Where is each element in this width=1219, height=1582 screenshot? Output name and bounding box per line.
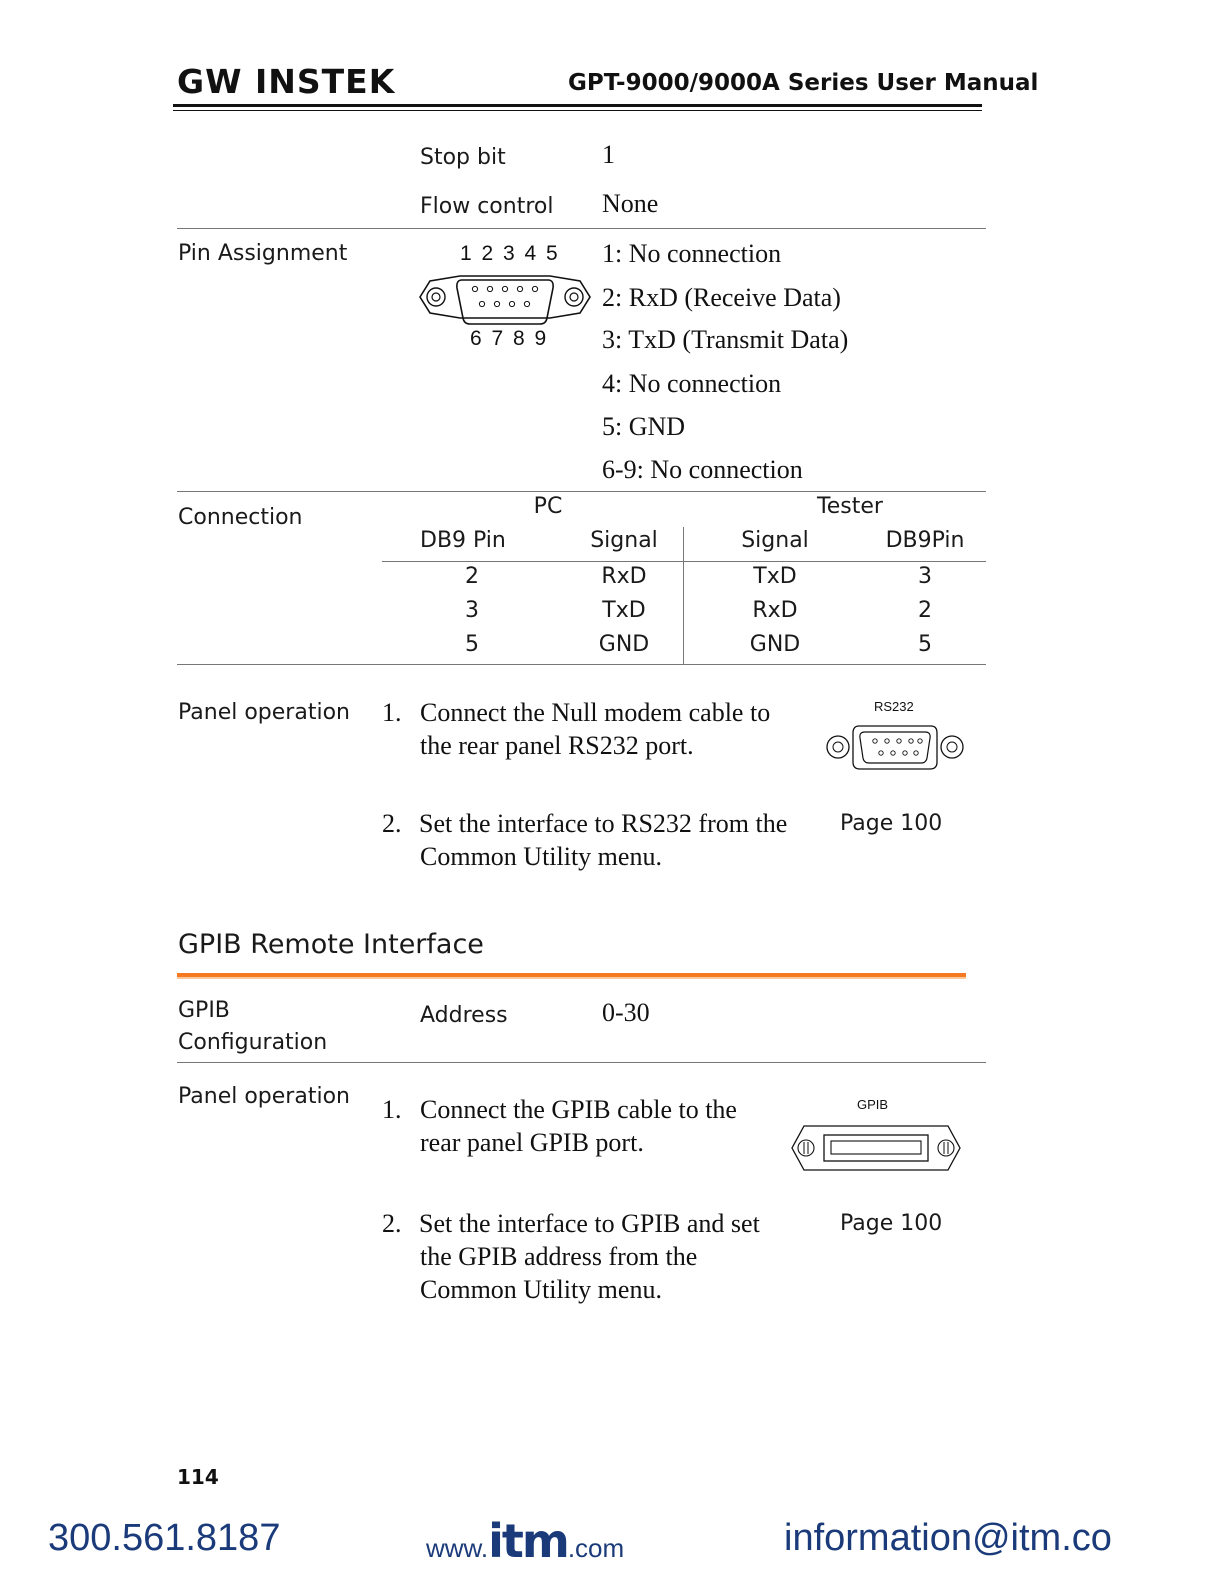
manual-title: GPT-9000/9000A Series User Manual	[568, 70, 1039, 96]
pin-item: 3: TxD (Transmit Data)	[602, 325, 849, 354]
db9-bottom-pin-numbers: 6 7 8 9	[470, 327, 549, 350]
header-rule-thin	[173, 110, 982, 111]
page-number: 114	[177, 1465, 219, 1489]
step-text: Connect the GPIB cable to the	[420, 1095, 737, 1124]
column-header: Signal	[590, 528, 658, 553]
table-cell: RxD	[752, 598, 798, 623]
header-rule-thick	[173, 104, 982, 107]
footer-website[interactable]	[426, 1514, 624, 1568]
step-number: 2.	[382, 1209, 402, 1238]
db9-top-pin-numbers: 1 2 3 4 5	[460, 242, 560, 265]
address-label: Address	[420, 1003, 508, 1028]
pc-header: PC	[533, 494, 563, 519]
gpib-config-label-2: Configuration	[178, 1030, 328, 1055]
pin-item: 5: GND	[602, 412, 686, 441]
stop-bit-label: Stop bit	[420, 145, 506, 170]
connection-label: Connection	[178, 505, 303, 530]
footer-www-prefix: www.	[426, 1533, 489, 1563]
gpib-port-label: GPIB	[857, 1097, 889, 1112]
table-cell: TxD	[602, 598, 646, 623]
address-value: 0-30	[602, 998, 650, 1027]
table-cell: 2	[465, 564, 479, 589]
step-number: 1.	[382, 698, 402, 727]
section-accent-shadow	[177, 977, 966, 979]
rs232-panel-operation-label: Panel operation	[178, 700, 350, 725]
divider	[177, 228, 986, 229]
divider	[177, 1062, 986, 1063]
table-cell: RxD	[601, 564, 647, 589]
divider	[177, 664, 986, 665]
rs232-port-label: RS232	[874, 699, 914, 714]
column-header: Signal	[741, 528, 809, 553]
brand-logo: GW INSTEK	[177, 62, 396, 101]
footer-phone[interactable]: 300.561.8187	[48, 1517, 281, 1559]
pin-item: 2: RxD (Receive Data)	[602, 283, 841, 312]
step-text: rear panel GPIB port.	[420, 1128, 644, 1157]
step-text: Set the interface to RS232 from the	[419, 809, 788, 838]
footer-www-suffix: .com	[567, 1533, 625, 1563]
table-cell: 5	[465, 632, 479, 657]
pin-assignment-label: Pin Assignment	[178, 241, 348, 266]
table-cell: 5	[918, 632, 932, 657]
gpib-section-title: GPIB Remote Interface	[178, 929, 484, 960]
rs232-port-icon	[823, 722, 967, 774]
column-header: DB9Pin	[885, 528, 965, 553]
table-cell: 3	[918, 564, 932, 589]
rs232-page-reference[interactable]: Page 100	[840, 811, 943, 836]
itm-logo: itm	[488, 1514, 568, 1568]
pin-item: 4: No connection	[602, 369, 782, 398]
column-header: DB9 Pin	[420, 528, 506, 553]
gpib-config-label: GPIB	[178, 998, 230, 1023]
table-cell: TxD	[753, 564, 797, 589]
step-text: the rear panel RS232 port.	[420, 731, 694, 760]
table-header-rule	[382, 561, 986, 562]
step-number: 2.	[382, 809, 402, 838]
db9-connector-icon	[416, 266, 594, 328]
footer-email[interactable]: information@itm.co	[784, 1517, 1112, 1559]
gpib-panel-operation-label: Panel operation	[178, 1084, 350, 1109]
flow-control-value: None	[602, 189, 659, 218]
step-text: Connect the Null modem cable to	[420, 698, 771, 727]
stop-bit-value: 1	[602, 140, 615, 169]
gpib-port-icon	[790, 1122, 962, 1174]
step-text: Set the interface to GPIB and set	[419, 1209, 760, 1238]
gpib-page-reference[interactable]: Page 100	[840, 1211, 943, 1236]
step-number: 1.	[382, 1095, 402, 1124]
table-cell: GND	[598, 632, 650, 657]
tester-header: Tester	[817, 494, 883, 519]
flow-control-label: Flow control	[420, 194, 554, 219]
step-text: the GPIB address from the	[420, 1242, 698, 1271]
table-cell: GND	[749, 632, 801, 657]
pin-item: 1: No connection	[602, 239, 782, 268]
pin-item: 6-9: No connection	[602, 455, 803, 484]
step-text: Common Utility menu.	[420, 842, 662, 871]
divider	[177, 491, 986, 492]
table-cell: 3	[465, 598, 479, 623]
step-text: Common Utility menu.	[420, 1275, 662, 1304]
table-cell: 2	[918, 598, 932, 623]
